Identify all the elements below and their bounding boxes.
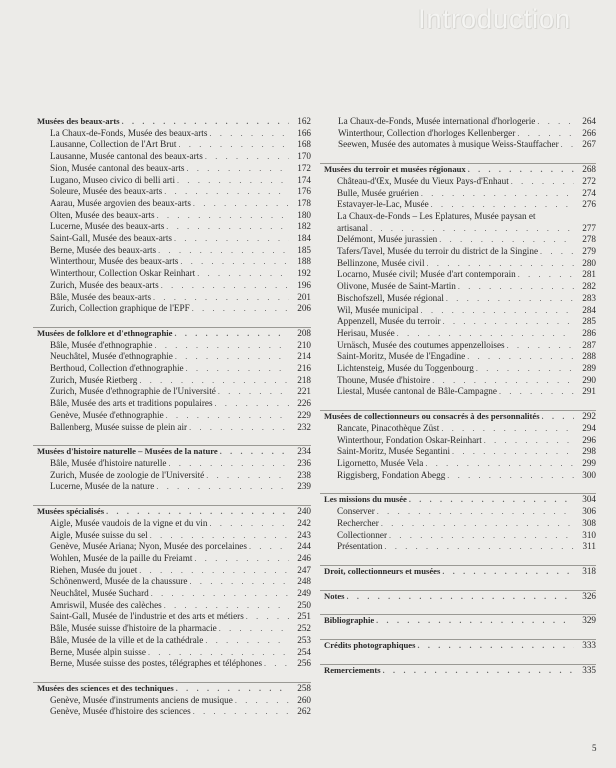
toc-entry[interactable]: Liestal, Musée cantonal de Bâle-Campagne . . . 291 — [320, 386, 596, 398]
toc-section-credits — [320, 639, 596, 652]
toc-entry[interactable]: Zurich, Musée Rietberg . . . 218 — [33, 375, 311, 387]
toc-section-title[interactable]: Musées du terroir et musées régionaux . . . 268 — [320, 164, 596, 176]
toc-left-column — [33, 116, 311, 718]
toc-entry[interactable]: Bâle, Musée d'ethnographie . . . 210 — [33, 340, 311, 352]
toc-entry[interactable]: Urnäsch, Musée des coutumes appenzelloises . . . 287 — [320, 340, 596, 352]
toc-entry[interactable]: Berne, Musée suisse des postes, télégraphes et téléphones . . . 256 — [33, 658, 311, 670]
toc-entry[interactable]: Zurich, Collection graphique de l'EPF . . . 206 — [33, 303, 311, 315]
toc-right-column — [320, 116, 596, 676]
toc-entry[interactable]: Genève, Musée d'instruments anciens de musique . . . 260 — [33, 695, 311, 707]
toc-section-title[interactable]: Musées des sciences et des techniques . . . 258 — [33, 683, 311, 695]
toc-entry[interactable]: La Chaux-de-Fonds, Musée des beaux-arts . . . 166 — [33, 128, 311, 140]
toc-entry[interactable]: Herisau, Musée . . . 286 — [320, 328, 596, 340]
toc-entry[interactable]: Saint-Moritz, Musée de l'Engadine . . . 288 — [320, 351, 596, 363]
toc-entry[interactable]: Seewen, Musée des automates à musique Weiss-Stauffacher . . . 267 — [320, 139, 596, 151]
toc-section-missions — [320, 493, 596, 553]
toc-entry[interactable]: Olten, Musée des beaux-arts . . . 180 — [33, 210, 311, 222]
toc-entry[interactable]: Aigle, Musée suisse du sel . . . 243 — [33, 530, 311, 542]
toc-entry[interactable]: Winterthour, Musée des beaux-arts . . . 188 — [33, 256, 311, 268]
toc-entry[interactable]: Thoune, Musée d'histoire . . . 290 — [320, 375, 596, 387]
toc-entry[interactable]: La Chaux-de-Fonds, Musée international d'horlogerie . . . 264 — [320, 116, 596, 128]
toc-entry[interactable]: Zurich, Musée d'ethnographie de l'Université . . . 221 — [33, 386, 311, 398]
toc-section-title[interactable]: Bibliographie . . . 329 — [320, 615, 596, 627]
toc-section-title[interactable]: Les missions du musée . . . 304 — [320, 494, 596, 506]
toc-section-title[interactable]: Crédits photographiques . . . 333 — [320, 640, 596, 652]
toc-section-title[interactable]: Remerciements . . . 335 — [320, 665, 596, 677]
toc-section — [33, 505, 311, 670]
page-header-title: Introduction — [418, 4, 572, 34]
toc-section-title[interactable]: Droit, collectionneurs et musées . . . 318 — [320, 566, 596, 578]
toc-section — [33, 116, 311, 315]
page-number: 5 — [592, 743, 597, 753]
toc-entry[interactable]: Lugano, Museo civico di belli arti . . . 174 — [33, 175, 311, 187]
toc-entry-continuation[interactable]: artisanal . . . 277 — [320, 223, 596, 235]
toc-entry[interactable]: Lausanne, Collection de l'Art Brut . . . 168 — [33, 139, 311, 151]
toc-entry[interactable]: Saint-Moritz, Musée Segantini . . . 298 — [320, 446, 596, 458]
toc-entry[interactable]: Winterthour, Collection Oskar Reinhart . . . 192 — [33, 268, 311, 280]
toc-section-remerciements — [320, 664, 596, 677]
toc-section-title[interactable]: Musées spécialisés . . . 240 — [33, 506, 311, 518]
toc-entry[interactable]: Berne, Musée des beaux-arts . . . 185 — [33, 245, 311, 257]
toc-entry[interactable]: Riehen, Musée du jouet . . . 247 — [33, 565, 311, 577]
toc-entry[interactable]: Lichtensteig, Musée du Toggenbourg . . . 289 — [320, 363, 596, 375]
toc-entry[interactable]: Lucerne, Musée de la nature . . . 239 — [33, 481, 311, 493]
toc-entry[interactable]: Delémont, Musée jurassien . . . 278 — [320, 234, 596, 246]
toc-section-collectionneurs — [320, 410, 596, 481]
toc-entry[interactable]: Winterthour, Collection d'horloges Kellenberger . . . 266 — [320, 128, 596, 140]
toc-entry[interactable]: Riggisberg, Fondation Abegg . . . 300 — [320, 470, 596, 482]
toc-entry[interactable]: Lausanne, Musée cantonal des beaux-arts . . . 170 — [33, 151, 311, 163]
toc-entry[interactable]: Neuchâtel, Musée d'ethnographie . . . 214 — [33, 351, 311, 363]
toc-section-title[interactable]: Musées des beaux-arts . . . 162 — [33, 116, 311, 128]
toc-entry[interactable]: Sion, Musée cantonal des beaux-arts . . . 172 — [33, 163, 311, 175]
toc-entry[interactable]: Aarau, Musée argovien des beaux-arts . . . 178 — [33, 198, 311, 210]
toc-entry[interactable]: Locarno, Musée civil; Musée d'art contemporain . . . 281 — [320, 269, 596, 281]
toc-entry[interactable]: Ligornetto, Musée Vela . . . 299 — [320, 458, 596, 470]
toc-entry[interactable]: Neuchâtel, Musée Suchard . . . 249 — [33, 588, 311, 600]
toc-entry[interactable]: Saint-Gall, Musée des beaux-arts . . . 184 — [33, 233, 311, 245]
toc-entry[interactable]: Saint-Gall, Musée de l'industrie et des arts et métiers . . . 251 — [33, 611, 311, 623]
toc-section-continued — [320, 116, 596, 151]
toc-section-terroir — [320, 163, 596, 398]
toc-entry[interactable]: Rechercher . . . 308 — [320, 518, 596, 530]
toc-section — [33, 445, 311, 493]
toc-entry[interactable]: Genève, Musée Ariana; Nyon, Musée des porcelaines . . . 244 — [33, 541, 311, 553]
toc-entry[interactable]: Bâle, Musée des arts et traditions populaires . . . 226 — [33, 398, 311, 410]
toc-entry[interactable]: Ballenberg, Musée suisse de plein air . . . 232 — [33, 422, 311, 434]
toc-entry[interactable]: Winterthour, Fondation Oskar-Reinhart . . . 296 — [320, 435, 596, 447]
toc-entry[interactable]: Lucerne, Musée des beaux-arts . . . 182 — [33, 221, 311, 233]
toc-entry[interactable]: Bâle, Musée de la ville et de la cathédrale . . . 253 — [33, 635, 311, 647]
toc-entry[interactable]: Amriswil, Musée des calèches . . . 250 — [33, 600, 311, 612]
toc-entry[interactable]: Genève, Musée d'histoire des sciences . . . 262 — [33, 706, 311, 718]
toc-entry[interactable]: Aigle, Musée vaudois de la vigne et du vin . . . 242 — [33, 518, 311, 530]
toc-section-droit — [320, 565, 596, 578]
toc-section-title[interactable]: Musées d'histoire naturelle – Musées de la nature . . . 234 — [33, 446, 311, 458]
toc-entry[interactable]: Berne, Musée alpin suisse . . . 254 — [33, 647, 311, 659]
toc-section-bibliographie — [320, 614, 596, 627]
toc-entry[interactable]: Conserver . . . 306 — [320, 506, 596, 518]
toc-section-title[interactable]: Musées de collectionneurs ou consacrés à des personnalités . . . 292 — [320, 411, 596, 423]
toc-entry[interactable]: Collectionner . . . 310 — [320, 530, 596, 542]
toc-entry[interactable]: Bâle, Musée des beaux-arts . . . 201 — [33, 292, 311, 304]
toc-entry[interactable]: Genève, Musée d'ethnographie . . . 229 — [33, 410, 311, 422]
toc-entry[interactable]: Bellinzone, Musée civil . . . 280 — [320, 258, 596, 270]
toc-entry[interactable]: Bischofszell, Musée régional . . . 283 — [320, 293, 596, 305]
toc-entry[interactable]: Bâle, Musée suisse d'histoire de la pharmacie . . . 252 — [33, 623, 311, 635]
toc-section — [33, 327, 311, 433]
toc-entry[interactable]: Château-d'Œx, Musée du Vieux Pays-d'Enhaut . . . 272 — [320, 176, 596, 188]
toc-section-title[interactable]: Musées de folklore et d'ethnographie . . . 208 — [33, 328, 311, 340]
toc-entry[interactable]: Schönenwerd, Musée de la chaussure . . . 248 — [33, 576, 311, 588]
toc-entry[interactable]: Zurich, Musée de zoologie de l'Université . . . 238 — [33, 470, 311, 482]
toc-entry[interactable]: Wohlen, Musée de la paille du Freiamt . . . 246 — [33, 553, 311, 565]
toc-entry[interactable]: Zurich, Musée des beaux-arts . . . 196 — [33, 280, 311, 292]
toc-section — [33, 682, 311, 718]
toc-entry[interactable]: La Chaux-de-Fonds – Les Eplatures, Musée paysan et — [337, 210, 536, 221]
toc-section-notes — [320, 590, 596, 603]
toc-entry[interactable]: Bulle, Musée gruérien . . . 274 — [320, 188, 596, 200]
toc-section-title[interactable]: Notes . . . 326 — [320, 591, 596, 603]
toc-entry[interactable]: Soleure, Musée des beaux-arts . . . 176 — [33, 186, 311, 198]
toc-entry[interactable]: Olivone, Musée de Saint-Martin . . . 282 — [320, 281, 596, 293]
toc-entry[interactable]: Estavayer-le-Lac, Musée . . . 276 — [320, 199, 596, 211]
toc-entry[interactable]: Tafers/Tavel, Musée du terroir du district de la Singine . . . 279 — [320, 246, 596, 258]
toc-entry[interactable]: Wil, Musée municipal . . . 284 — [320, 305, 596, 317]
toc-entry[interactable]: Berthoud, Collection d'ethnographie . . . 216 — [33, 363, 311, 375]
toc-entry[interactable]: Présentation . . . 311 — [320, 541, 596, 553]
toc-entry[interactable]: Bâle, Musée d'histoire naturelle . . . 236 — [33, 458, 311, 470]
toc-entry[interactable]: Appenzell, Musée du terroir . . . 285 — [320, 316, 596, 328]
toc-entry[interactable]: Rancate, Pinacothèque Züst . . . 294 — [320, 423, 596, 435]
